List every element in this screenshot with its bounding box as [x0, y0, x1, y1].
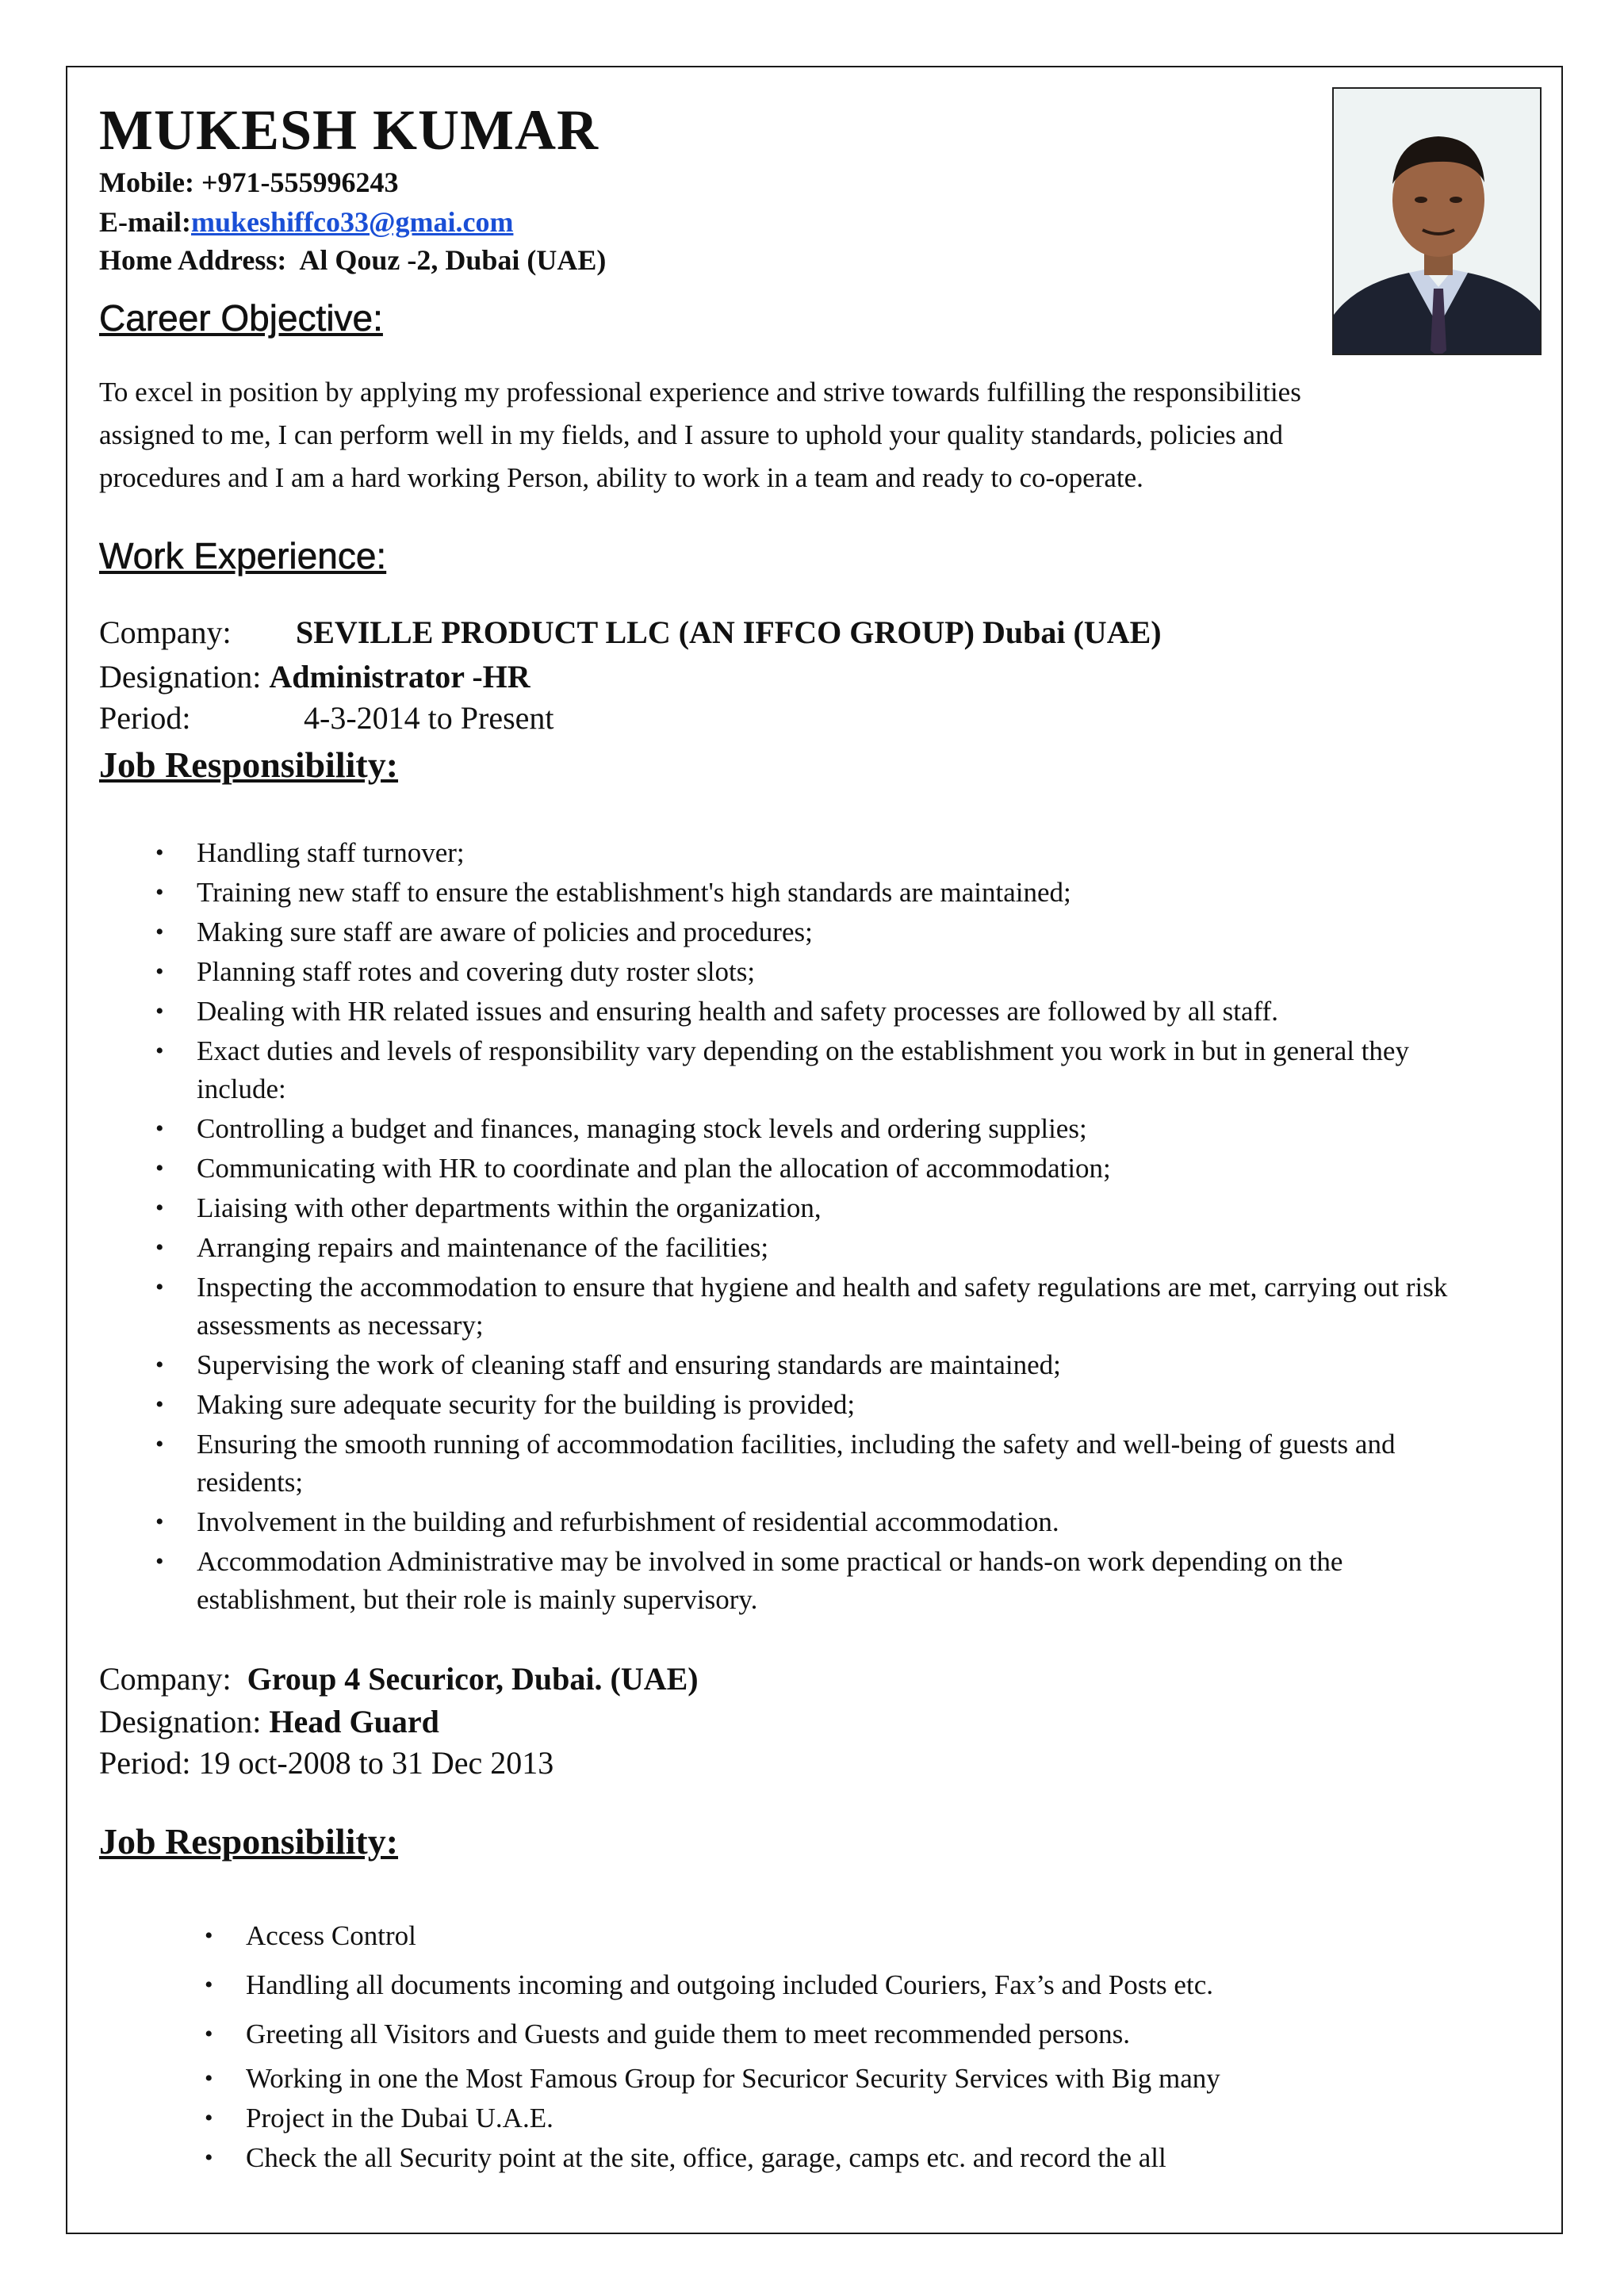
- list-item: • Liaising with other departments within the organization,: [197, 1189, 1497, 1227]
- list-item: • Check the all Security point at the site, office, garage, camps etc. and record the all: [246, 2139, 1515, 2177]
- list-item: • Access Control: [246, 1917, 1515, 1955]
- bullet-icon: •: [155, 1234, 164, 1261]
- address-line: [99, 246, 606, 274]
- responsibility-list-1: [155, 834, 1497, 1621]
- bullet-icon: •: [155, 1431, 164, 1457]
- candidate-name: MUKESH KUMAR: [99, 98, 599, 162]
- bullet-icon: •: [155, 959, 164, 985]
- list-item: • Making sure staff are aware of policies and procedures;: [197, 913, 1497, 951]
- list-item: • Arranging repairs and maintenance of the facilities;: [197, 1229, 1497, 1267]
- address-label: Home Address:: [99, 244, 287, 276]
- list-item: • Accommodation Administrative may be involved in some practical or hands-on work depending on the establishment, but their role is mainly supervisory.: [197, 1543, 1497, 1619]
- job-responsibility-heading: Job Responsibility:: [99, 744, 399, 785]
- list-item: • Working in one the Most Famous Group for Securicor Security Services with Big many: [246, 2060, 1515, 2098]
- bullet-icon: •: [155, 919, 164, 945]
- career-line: procedures and I am a hard working Person, ability to work in a team and ready to co-operate.: [99, 462, 1143, 493]
- company2-name: Group 4 Securicor, Dubai. (UAE): [247, 1661, 699, 1697]
- list-item: • Handling staff turnover;: [197, 834, 1497, 872]
- mobile-label: Mobile:: [99, 166, 194, 198]
- person-portrait-icon: [1334, 89, 1542, 355]
- bullet-icon: •: [155, 1274, 164, 1300]
- period2-line: [99, 1747, 553, 1779]
- list-item: • Supervising the work of cleaning staff and ensuring standards are maintained;: [197, 1346, 1497, 1384]
- designation2-label: Designation:: [99, 1704, 262, 1739]
- bullet-icon: •: [155, 1509, 164, 1535]
- profile-photo: [1332, 87, 1542, 355]
- mobile-line: [99, 168, 399, 197]
- designation-label: Designation:: [99, 659, 262, 695]
- company-line: [99, 614, 1162, 650]
- career-objective-text: [99, 371, 1519, 499]
- bullet-icon: •: [155, 879, 164, 905]
- bullet-icon: •: [205, 1972, 213, 1998]
- period2-label: Period:: [99, 1745, 191, 1781]
- list-item: • Ensuring the smooth running of accommodation facilities, including the safety and well-being of guests and residents;: [197, 1425, 1497, 1502]
- email-line: [99, 208, 513, 236]
- company-name: SEVILLE PRODUCT LLC (AN IFFCO GROUP) Dubai (UAE): [296, 614, 1162, 650]
- list-item: • Involvement in the building and refurbishment of residential accommodation.: [197, 1503, 1497, 1541]
- career-objective-heading: Career Objective:: [99, 297, 383, 339]
- company2-line: [99, 1663, 699, 1695]
- period-line: [99, 702, 554, 734]
- list-item: • Controlling a budget and finances, managing stock levels and ordering supplies;: [197, 1110, 1497, 1148]
- list-item: • Training new staff to ensure the establishment's high standards are maintained;: [197, 874, 1497, 912]
- designation-line: [99, 661, 530, 693]
- list-item: • Greeting all Visitors and Guests and guide them to meet recommended persons.: [246, 2015, 1515, 2053]
- list-item: • Handling all documents incoming and outgoing included Couriers, Fax’s and Posts etc.: [246, 1966, 1515, 2004]
- list-item: • Project in the Dubai U.A.E.: [246, 2099, 1515, 2137]
- list-item: • Exact duties and levels of responsibility vary depending on the establishment you work in but in general they include:: [197, 1032, 1497, 1108]
- bullet-icon: •: [155, 1352, 164, 1378]
- bullet-icon: •: [155, 840, 164, 866]
- designation2-line: [99, 1706, 439, 1738]
- career-line: To excel in position by applying my professional experience and strive towards fulfilling the responsibilities: [99, 377, 1301, 408]
- bullet-icon: •: [205, 1923, 213, 1949]
- mobile-number: +971-555996243: [201, 166, 399, 198]
- designation-value: Administrator -HR: [269, 659, 530, 695]
- list-item: • Planning staff rotes and covering duty roster slots;: [197, 953, 1497, 991]
- work-experience-heading: Work Experience:: [99, 535, 387, 576]
- bullet-icon: •: [155, 998, 164, 1024]
- email-label: E-mail:: [99, 206, 191, 238]
- period-value: 4-3-2014 to Present: [304, 700, 554, 736]
- bullet-icon: •: [155, 1391, 164, 1418]
- period2-value: 19 oct-2008 to 31 Dec 2013: [198, 1745, 554, 1781]
- list-item: • Communicating with HR to coordinate and plan the allocation of accommodation;: [197, 1150, 1497, 1188]
- email-link[interactable]: mukeshiffco33@gmai.com: [190, 206, 514, 238]
- bullet-icon: •: [155, 1038, 164, 1064]
- address-value: Al Qouz -2, Dubai (UAE): [299, 244, 607, 276]
- responsibility-list-2: [205, 1917, 1515, 2177]
- job-responsibility-heading-2: Job Responsibility:: [99, 1821, 399, 1862]
- bullet-icon: •: [155, 1115, 164, 1142]
- company2-label: Company:: [99, 1661, 232, 1697]
- list-item: • Dealing with HR related issues and ensuring health and safety processes are followed by all staff.: [197, 993, 1497, 1031]
- bullet-icon: •: [155, 1195, 164, 1221]
- bullet-icon: •: [155, 1548, 164, 1575]
- bullet-icon: •: [205, 2021, 213, 2047]
- period-label: Period:: [99, 700, 191, 736]
- bullet-icon: •: [205, 2145, 213, 2171]
- bullet-icon: •: [155, 1155, 164, 1181]
- bullet-icon: •: [205, 2065, 213, 2091]
- designation2-value: Head Guard: [269, 1704, 439, 1739]
- bullet-icon: •: [205, 2105, 213, 2131]
- list-item: • Inspecting the accommodation to ensure that hygiene and health and safety regulations are met, carrying out risk assessments as necessary;: [197, 1269, 1497, 1345]
- career-line: assigned to me, I can perform well in my fields, and I assure to uphold your quality standards, policies and: [99, 419, 1283, 450]
- list-item: • Making sure adequate security for the building is provided;: [197, 1386, 1497, 1424]
- company-label: Company:: [99, 614, 232, 650]
